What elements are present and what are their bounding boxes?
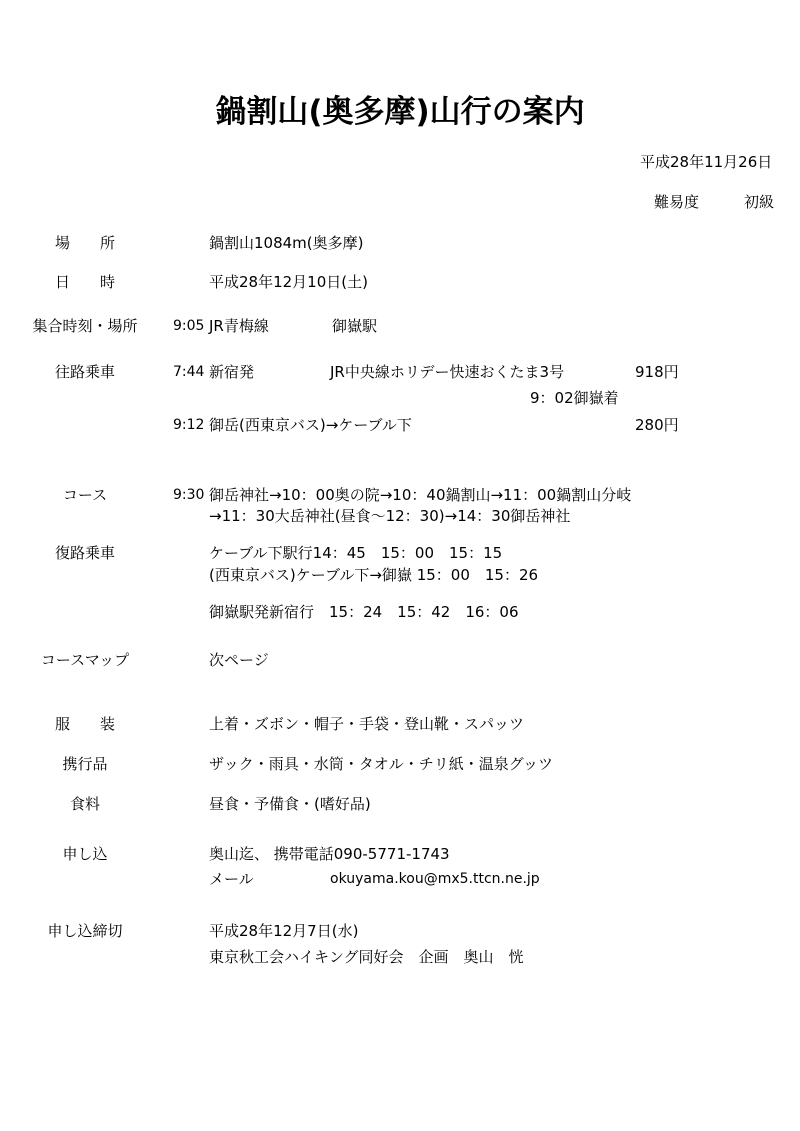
return-line-3: 御嶽駅発新宿行 15：24 15：42 16：06 xyxy=(209,603,519,621)
page-title: 鍋割山(奥多摩)山行の案内 xyxy=(215,94,585,130)
meeting-station: 御嶽駅 xyxy=(332,317,378,335)
outbound-bus-route: 御岳(西東京バス)→ケーブル下 xyxy=(209,416,412,434)
map-value: 次ページ xyxy=(209,651,269,669)
return-label: 復路乗車 xyxy=(54,544,115,562)
place-value: 鍋割山1084m(奥多摩) xyxy=(209,234,364,252)
food-value: 昼食・予備食・(嗜好品) xyxy=(209,795,371,813)
items-value: ザック・雨具・水筒・タオル・チリ紙・温泉グッツ xyxy=(209,755,553,773)
course-label: コース xyxy=(62,486,108,504)
difficulty-value: 初級 xyxy=(744,193,775,211)
datetime-label: 日 時 xyxy=(54,273,115,291)
meeting-time: 9:05 xyxy=(173,318,205,334)
food-label: 食料 xyxy=(69,795,100,813)
apply-contact: 奥山迄、 携帯電話090-5771-1743 xyxy=(209,845,450,863)
clothing-label: 服 装 xyxy=(54,715,115,733)
outbound-arrival: 9：02御嶽着 xyxy=(530,389,619,407)
outbound-fare-2: 280円 xyxy=(635,416,679,434)
deadline-value: 平成28年12月7日(水) xyxy=(209,922,359,940)
outbound-from: 新宿発 xyxy=(209,363,255,381)
course-line-1: 御岳神社→10：00奥の院→10：40鍋割山→11：00鍋割山分岐 xyxy=(209,486,632,504)
outbound-label: 往路乗車 xyxy=(54,363,115,381)
clothing-value: 上着・ズボン・帽子・手袋・登山靴・スパッツ xyxy=(209,715,525,733)
document-date: 平成28年11月26日 xyxy=(640,153,773,171)
items-label: 携行品 xyxy=(62,755,108,773)
return-line-1: ケーブル下駅行14：45 15：00 15：15 xyxy=(209,544,503,562)
datetime-value: 平成28年12月10日(土) xyxy=(209,273,368,291)
meeting-label: 集合時刻・場所 xyxy=(32,317,138,335)
deadline-label: 申し込締切 xyxy=(47,922,123,940)
course-time: 9:30 xyxy=(173,487,205,503)
organizer: 東京秋工会ハイキング同好会 企画 奥山 恍 xyxy=(209,948,524,966)
outbound-train: JR中央線ホリデー快速おくたま3号 xyxy=(330,363,565,381)
meeting-line: JR青梅線 xyxy=(209,317,269,335)
apply-mail-label: メール xyxy=(209,870,254,888)
return-line-2: (西東京バス)ケーブル下→御嶽 15：00 15：26 xyxy=(209,566,539,584)
apply-label: 申し込 xyxy=(62,845,108,863)
place-label: 場 所 xyxy=(54,234,115,252)
apply-mail-address[interactable]: okuyama.kou@mx5.ttcn.ne.jp xyxy=(330,871,540,887)
map-label: コースマップ xyxy=(40,651,130,669)
outbound-time-1: 7:44 xyxy=(173,364,205,380)
difficulty-label: 難易度 xyxy=(654,193,700,211)
outbound-time-2: 9:12 xyxy=(173,417,205,433)
course-line-2: →11：30大岳神社(昼食～12：30)→14：30御岳神社 xyxy=(209,507,571,525)
outbound-fare-1: 918円 xyxy=(635,363,679,381)
